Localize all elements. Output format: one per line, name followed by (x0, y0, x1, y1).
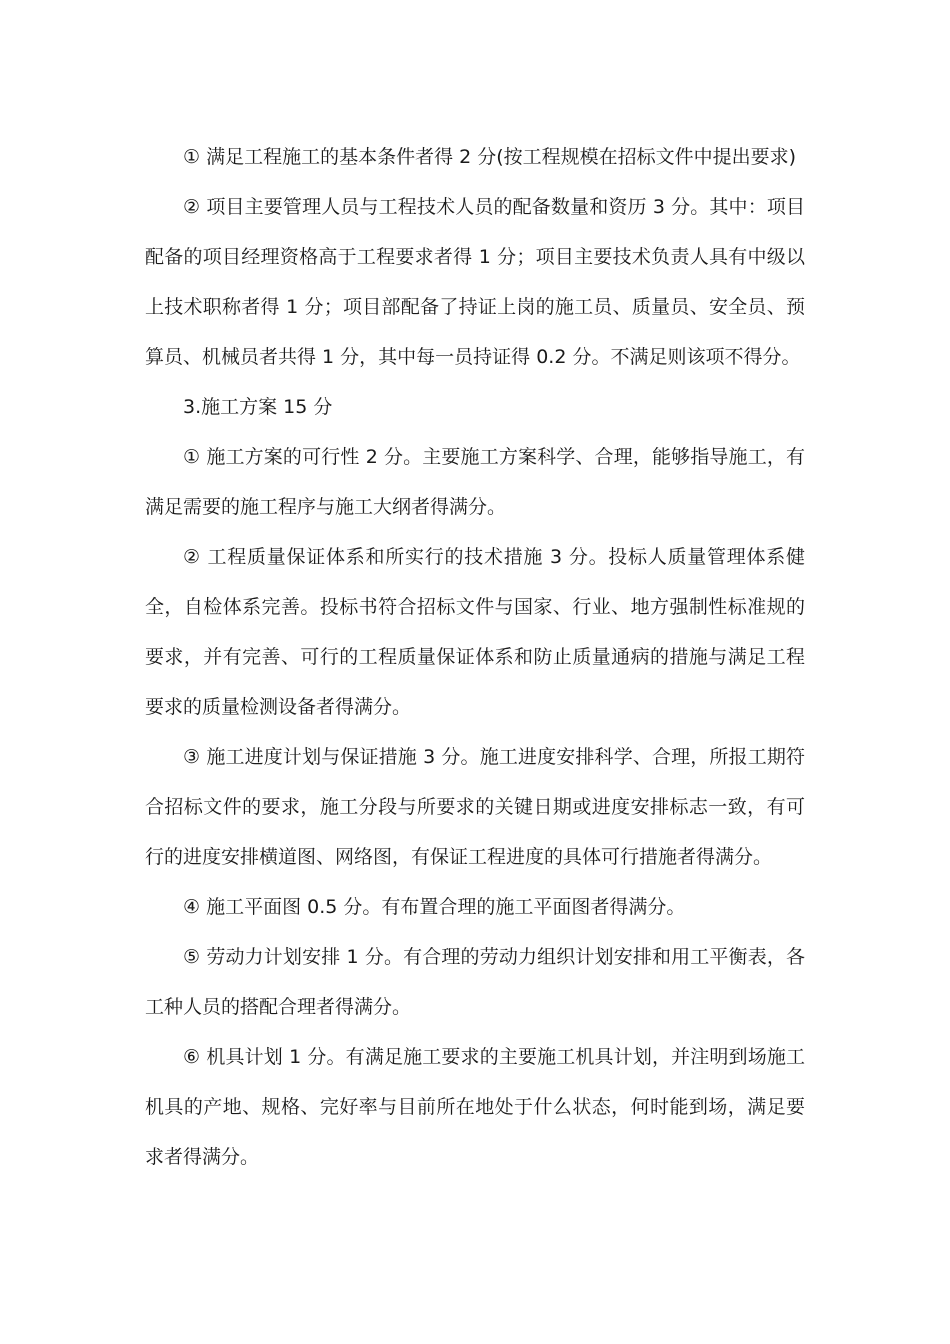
paragraph-quality-assurance: ② 工程质量保证体系和所实行的技术措施 3 分。投标人质量管理体系健全，自检体系完善。投标书符合招标文件与国家、行业、地方强制性标准规的要求，并有完善、可行的工程质量保证体系和防止质量通病的措施与满足工程要求的质量检测设备者得满分。 (145, 546, 805, 718)
section-heading-construction-plan: 3.施工方案 15 分 (183, 396, 333, 418)
paragraph-schedule-plan: ③ 施工进度计划与保证措施 3 分。施工进度安排科学、合理，所报工期符合招标文件的要求，施工分段与所要求的关键日期或进度安排标志一致，有可行的进度安排横道图、网络图，有保证工程进度的具体可行措施者得满分。 (145, 746, 805, 868)
paragraph-management-staffing: ② 项目主要管理人员与工程技术人员的配备数量和资历 3 分。其中：项目配备的项目经理资格高于工程要求者得 1 分；项目主要技术负责人具有中级以上技术职称者得 1 分；项目部配备了持证上岗的施工员、质量员、安全员、预算员、机械员者共得 1 分，其中每一员持证得 0.2 分。不满足则该项不得分。 (145, 196, 805, 368)
paragraph-labor-plan: ⑤ 劳动力计划安排 1 分。有合理的劳动力组织计划安排和用工平衡表，各工种人员的搭配合理者得满分。 (145, 946, 805, 1018)
paragraph-equipment-plan: ⑥ 机具计划 1 分。有满足施工要求的主要施工机具计划，并注明到场施工机具的产地、规格、完好率与目前所在地处于什么状态，何时能到场，满足要求者得满分。 (145, 1046, 805, 1168)
paragraph-site-layout: ④ 施工平面图 0.5 分。有布置合理的施工平面图者得满分。 (183, 896, 686, 918)
paragraph-plan-feasibility: ① 施工方案的可行性 2 分。主要施工方案科学、合理，能够指导施工，有满足需要的施工程序与施工大纲者得满分。 (145, 446, 805, 518)
document-body (145, 132, 805, 1182)
paragraph-basic-conditions: ① 满足工程施工的基本条件者得 2 分(按工程规模在招标文件中提出要求) (183, 146, 797, 168)
